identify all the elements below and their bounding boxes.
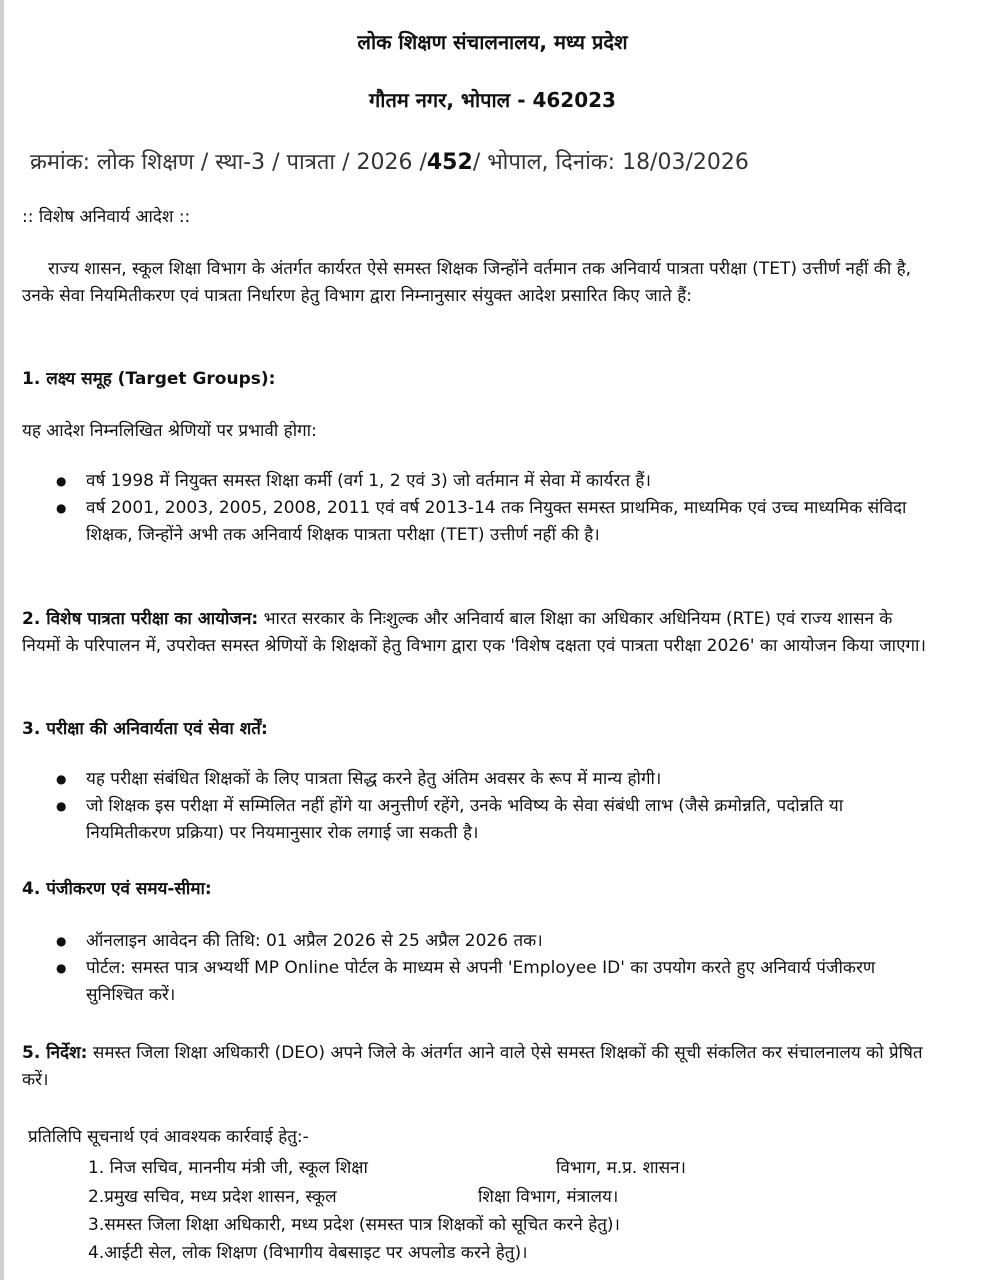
section5-text: समस्त जिला शिक्षा अधिकारी (DEO) अपने जिले के अंतर्गत आने वाले ऐसे समस्त शिक्षकों की सूची संकलित कर संचालनालय को प्रेषित करें। (22, 1043, 923, 1090)
copy-item-text: 1. निज सचिव, माननीय मंत्री जी, स्कूल शिक्षा (88, 1158, 368, 1178)
copy-item: 4.आईटी सेल, लोक शिक्षण (विभागीय वेबसाइट पर अपलोड करने हेतु)। (88, 1243, 528, 1263)
copy-item: 3.समस्त जिला शिक्षा अधिकारी, मध्य प्रदेश (समस्त पात्र शिक्षकों को सूचित करने हेतु)। (88, 1215, 620, 1235)
section5-heading: 5. निर्देश: (22, 1043, 88, 1063)
reference-line (30, 146, 749, 176)
page-edge-shadow (0, 0, 4, 1280)
section2-heading: 2. विशेष पात्रता परीक्षा का आयोजन: (22, 609, 259, 629)
copy-item (88, 1155, 368, 1178)
list-item: ● पोर्टल: समस्त पात्र अभ्यर्थी MP Online पोर्टल के माध्यम से अपनी 'Employee ID' का उपयोग करते हुए अनिवार्य पंजीकरण सुनिश्चित करें। (56, 955, 926, 1009)
reference-number: 452 (426, 150, 473, 175)
copy-item-continuation: शिक्षा विभाग, मंत्रालय। (478, 1187, 619, 1207)
section1-list (56, 468, 926, 549)
section2-text: भारत सरकार के निःशुल्क और अनिवार्य बाल शिक्षा का अधिकार अधिनियम (RTE) एवं राज्य शासन के नियमों के परिपालन में, उपरोक्त समस्त श्रेणियों के शिक्षकों हेतु विभाग द्वारा एक 'विशेष दक्षता एवं पात्रता परीक्षा 2026' का आयोजन किया जाएगा। (22, 609, 926, 656)
section5-paragraph (22, 1040, 927, 1094)
copy-title: प्रतिलिपि सूचनार्थ एवं आवश्यक कार्रवाई हेतु:- (28, 1127, 309, 1147)
section1-heading: 1. लक्ष्य समूह (Target Groups): (22, 369, 276, 389)
list-item: ● ऑनलाइन आवेदन की तिथि: 01 अप्रैल 2026 से 25 अप्रैल 2026 तक। (56, 928, 926, 955)
intro-paragraph: राज्य शासन, स्कूल शिक्षा विभाग के अंतर्गत कार्यरत ऐसे समस्त शिक्षक जिन्होंने वर्तमान तक अनिवार्य पात्रता परीक्षा (TET) उत्तीर्ण नहीं की है, उनके सेवा नियमितीकरण एवं पात्रता निर्धारण हेतु विभाग द्वारा निम्नानुसार संयुक्त आदेश प्रसारित किए जाते हैं: (22, 259, 912, 306)
reference-prefix: क्रमांक: लोक शिक्षण / स्था-3 / पात्रता / 2026 / (30, 150, 427, 175)
list-item: ● जो शिक्षक इस परीक्षा में सम्मिलित नहीं होंगे या अनुत्तीर्ण रहेंगे, उनके भविष्य के सेवा संबंधी लाभ (जैसे क्रमोन्नति, पदोन्नति या नियमितीकरण प्रक्रिया) पर नियमानुसार रोक लगाई जा सकती है। (56, 793, 926, 847)
list-item: ● वर्ष 1998 में नियुक्त समस्त शिक्षा कर्मी (वर्ग 1, 2 एवं 3) जो वर्तमान में सेवा में कार्यरत हैं। (56, 468, 926, 495)
section3-list (56, 766, 926, 847)
copy-item (88, 1184, 337, 1207)
reference-suffix: / भोपाल, दिनांक: 18/03/2026 (472, 150, 749, 175)
section3-heading: 3. परीक्षा की अनिवार्यता एवं सेवा शर्तें: (22, 719, 268, 739)
section4-heading: 4. पंजीकरण एवं समय-सीमा: (22, 879, 212, 899)
section1-lead: यह आदेश निम्नलिखित श्रेणियों पर प्रभावी होगा: (22, 421, 317, 441)
office-address: गौतम नगर, भोपाल - 462023 (369, 88, 616, 112)
order-title: :: विशेष अनिवार्य आदेश :: (22, 207, 191, 227)
list-item: ● यह परीक्षा संबंधित शिक्षकों के लिए पात्रता सिद्ध करने हेतु अंतिम अवसर के रूप में मान्य होगी। (56, 766, 926, 793)
list-item: ● वर्ष 2001, 2003, 2005, 2008, 2011 एवं वर्ष 2013-14 तक नियुक्त समस्त प्राथमिक, माध्यमिक एवं उच्च माध्यमिक संविदा शिक्षक, जिन्होंने अभी तक अनिवार्य शिक्षक पात्रता परीक्षा (TET) उत्तीर्ण नहीं की है। (56, 495, 926, 549)
copy-item-continuation: विभाग, म.प्र. शासन। (556, 1158, 686, 1178)
office-name: लोक शिक्षण संचालनालय, मध्य प्रदेश (357, 30, 628, 54)
copy-item-text: 2.प्रमुख सचिव, मध्य प्रदेश शासन, स्कूल (88, 1187, 337, 1207)
section4-list (56, 928, 926, 1009)
section2-paragraph (22, 606, 927, 660)
